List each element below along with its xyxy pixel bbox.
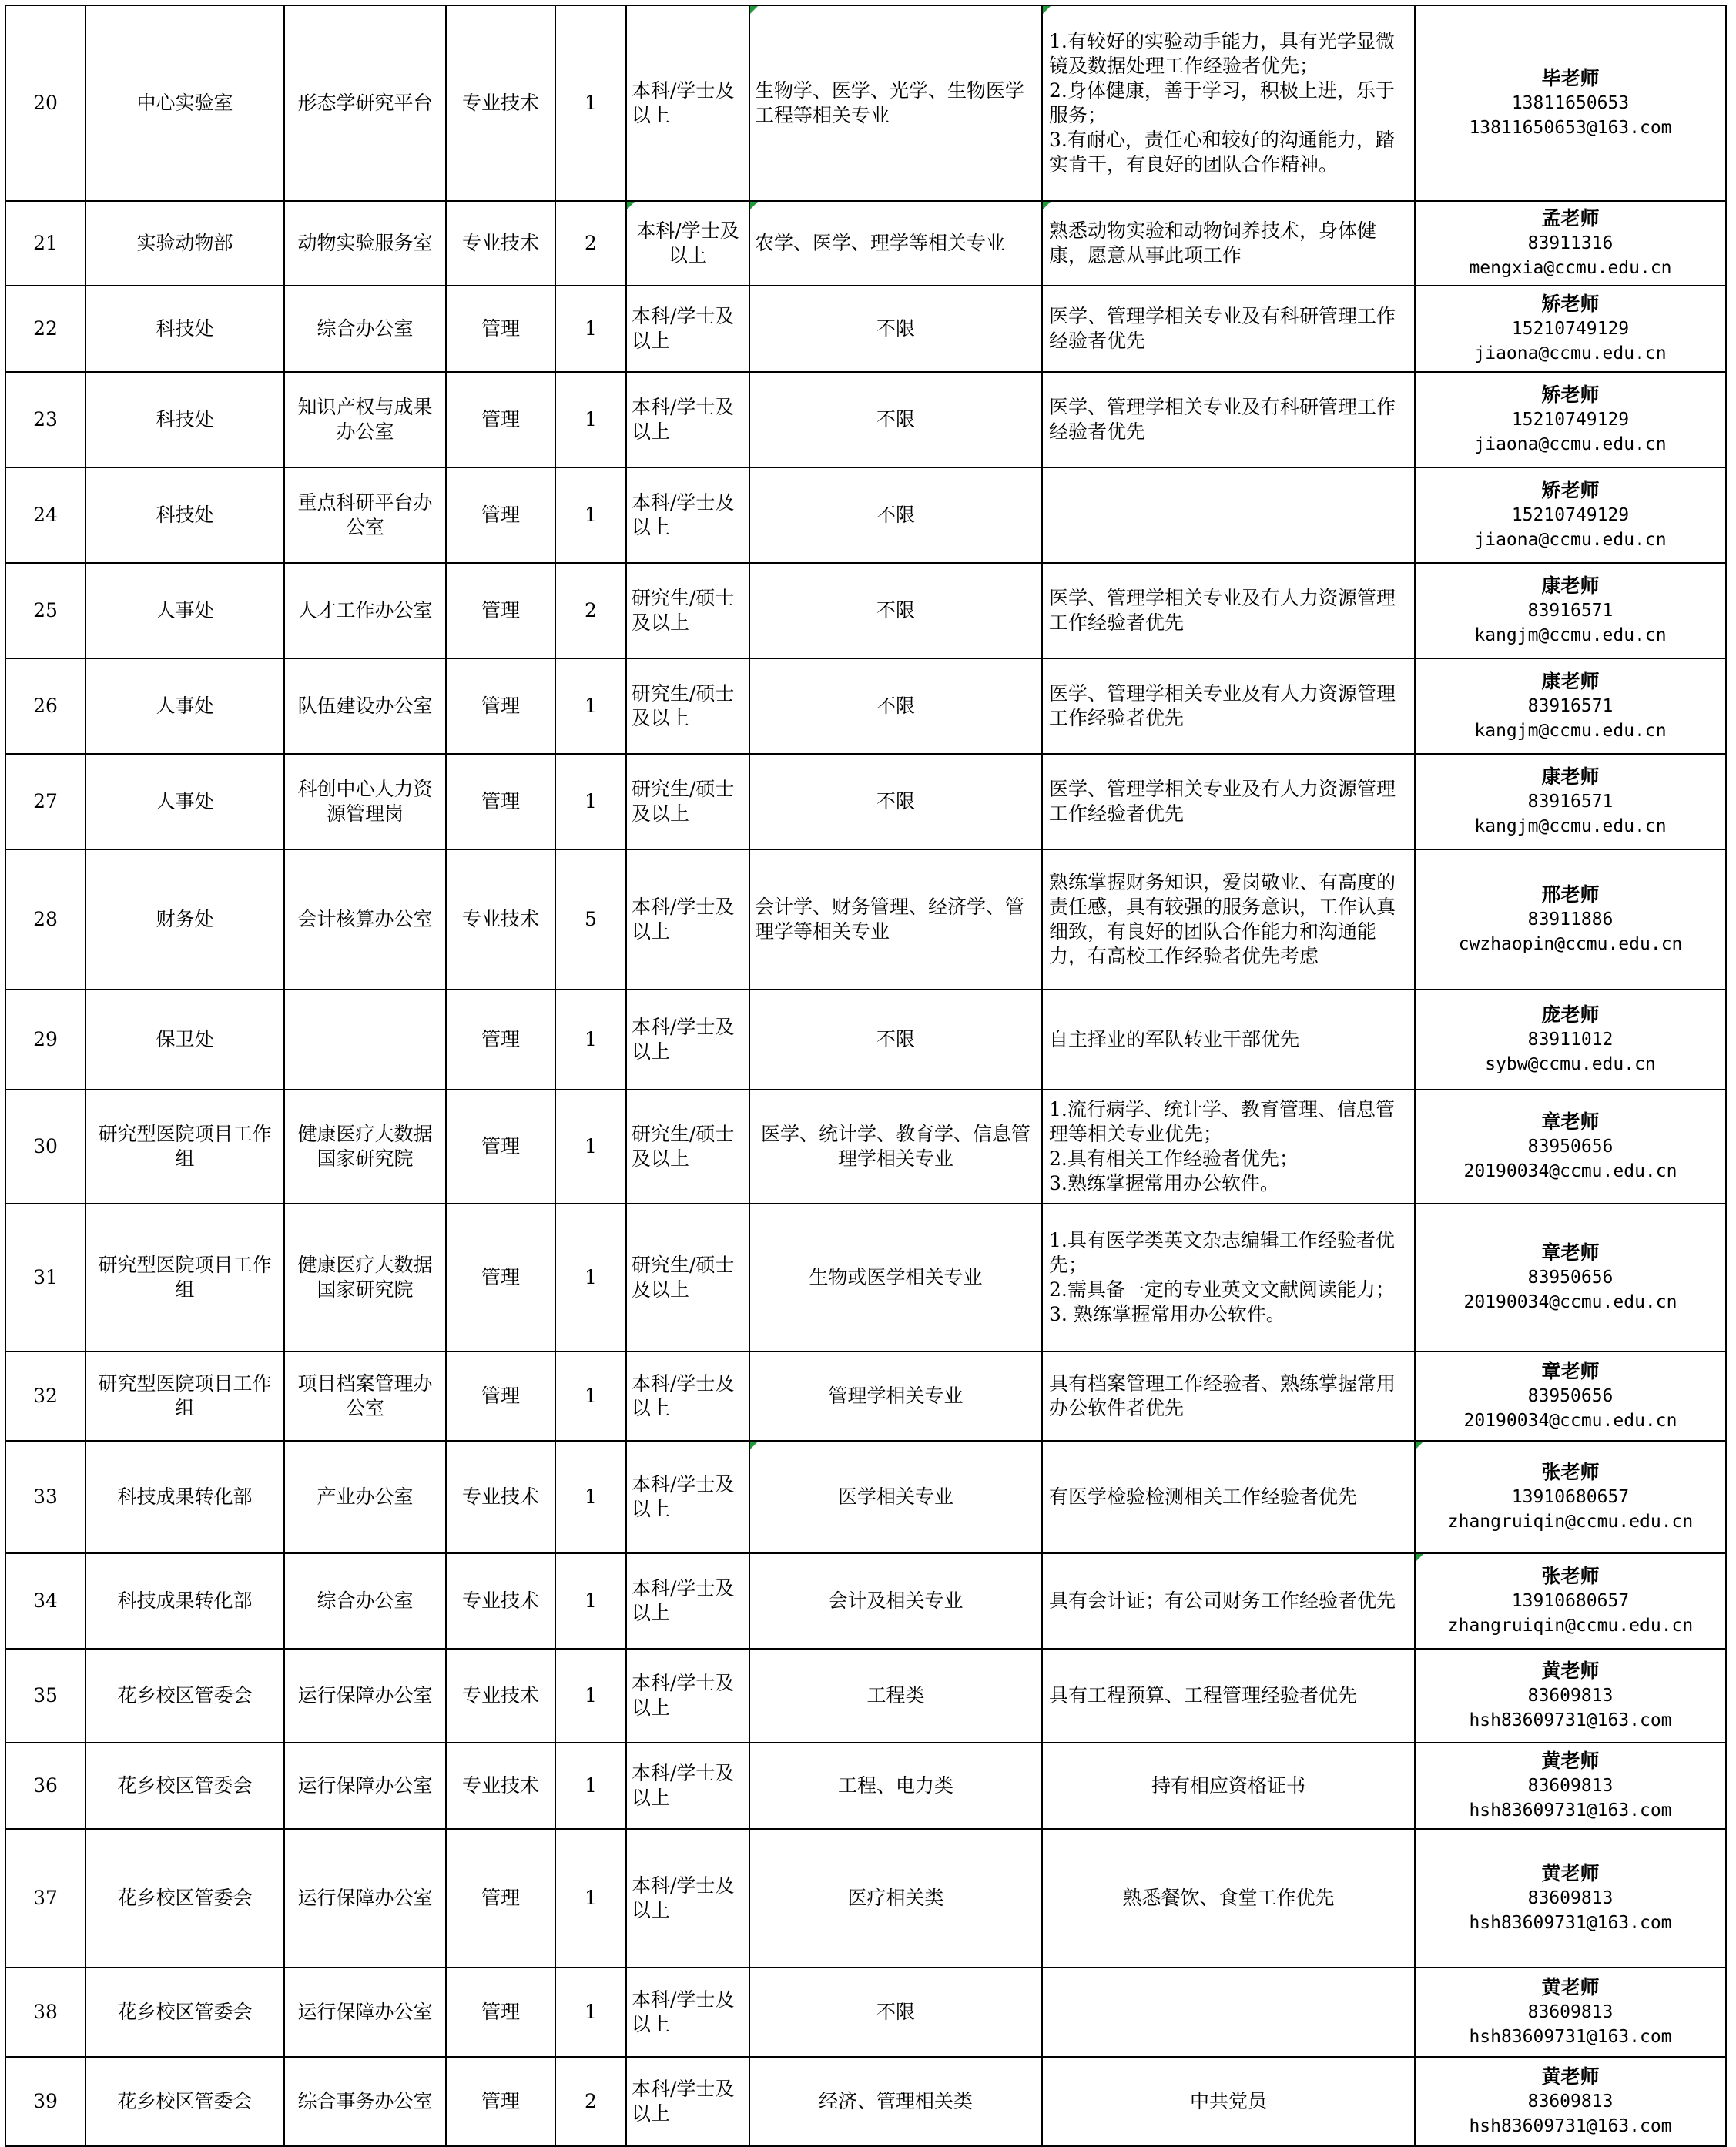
position-type: 专业技术	[446, 1743, 555, 1829]
department: 科技成果转化部	[85, 1441, 284, 1553]
education: 本科/学士及以上	[626, 849, 749, 990]
contact-name: 孟老师	[1541, 207, 1600, 229]
table-row	[5, 849, 1726, 990]
position-type: 专业技术	[446, 201, 555, 286]
table-row	[5, 201, 1726, 286]
requirements	[1042, 1968, 1415, 2057]
major: 不限	[749, 372, 1042, 467]
table-row	[5, 1352, 1726, 1441]
department: 财务处	[85, 849, 284, 990]
major: 会计学、财务管理、经济学、管理学等相关专业	[749, 849, 1042, 990]
major: 不限	[749, 1968, 1042, 2057]
contact-phone: 83609813	[1527, 1776, 1614, 1796]
contact-email: kangjm@ccmu.edu.cn	[1474, 721, 1667, 741]
headcount: 1	[555, 1090, 626, 1204]
major: 生物学、医学、光学、生物医学工程等相关专业	[749, 5, 1042, 201]
office: 重点科研平台办公室	[284, 467, 446, 563]
contact-name: 矫老师	[1541, 479, 1600, 501]
headcount: 1	[555, 1829, 626, 1968]
major: 工程类	[749, 1649, 1042, 1743]
contact-email: cwzhaopin@ccmu.edu.cn	[1458, 934, 1683, 954]
office: 形态学研究平台	[284, 5, 446, 201]
contact	[1415, 2057, 1726, 2146]
major: 不限	[749, 563, 1042, 658]
contact-phone: 13910680657	[1511, 1591, 1630, 1611]
contact	[1415, 658, 1726, 754]
education: 本科/学士及以上	[626, 1743, 749, 1829]
contact	[1415, 1352, 1726, 1441]
office: 综合办公室	[284, 1553, 446, 1649]
department: 科技成果转化部	[85, 1553, 284, 1649]
contact-email: zhangruiqin@ccmu.edu.cn	[1447, 1616, 1694, 1636]
education: 研究生/硕士及以上	[626, 754, 749, 849]
position-type: 专业技术	[446, 1441, 555, 1553]
contact-name: 张老师	[1541, 1565, 1600, 1587]
contact-email: jiaona@ccmu.edu.cn	[1474, 434, 1667, 454]
major: 生物或医学相关专业	[749, 1204, 1042, 1352]
contact-name: 章老师	[1541, 1110, 1600, 1133]
department: 保卫处	[85, 990, 284, 1090]
office: 运行保障办公室	[284, 1829, 446, 1968]
contact-name: 康老师	[1541, 670, 1600, 692]
row-number: 27	[5, 754, 85, 849]
major: 不限	[749, 467, 1042, 563]
headcount: 1	[555, 754, 626, 849]
education: 本科/学士及以上	[626, 201, 749, 286]
contact-phone: 83609813	[1527, 2092, 1614, 2112]
table-row	[5, 1829, 1726, 1968]
contact-name: 黄老师	[1541, 1976, 1600, 1998]
table-row	[5, 1649, 1726, 1743]
requirements: 1.流行病学、统计学、教育管理、信息管理等相关专业优先； 2.具有相关工作经验者优先； 3.熟练掌握常用办公软件。	[1042, 1090, 1415, 1204]
department: 科技处	[85, 372, 284, 467]
major: 不限	[749, 990, 1042, 1090]
position-type: 管理	[446, 1204, 555, 1352]
department: 研究型医院项目工作组	[85, 1204, 284, 1352]
recruitment-table	[5, 5, 1727, 2147]
contact-email: zhangruiqin@ccmu.edu.cn	[1447, 1512, 1694, 1532]
department: 科技处	[85, 467, 284, 563]
headcount: 1	[555, 5, 626, 201]
contact-name: 章老师	[1541, 1241, 1600, 1264]
contact-email: jiaona@ccmu.edu.cn	[1474, 530, 1667, 550]
position-type: 管理	[446, 286, 555, 372]
contact-phone: 83609813	[1527, 1686, 1614, 1706]
contact	[1415, 5, 1726, 201]
contact-phone: 13910680657	[1511, 1487, 1630, 1507]
requirements: 具有工程预算、工程管理经验者优先	[1042, 1649, 1415, 1743]
table-row	[5, 5, 1726, 201]
row-number: 22	[5, 286, 85, 372]
contact-email: 20190034@ccmu.edu.cn	[1463, 1411, 1677, 1431]
major: 不限	[749, 286, 1042, 372]
contact	[1415, 1968, 1726, 2057]
requirements: 有医学检验检测相关工作经验者优先	[1042, 1441, 1415, 1553]
contact-email: 13811650653@163.com	[1469, 118, 1672, 138]
education: 本科/学士及以上	[626, 372, 749, 467]
table-row	[5, 2057, 1726, 2146]
education: 本科/学士及以上	[626, 1441, 749, 1553]
contact-name: 张老师	[1541, 1461, 1600, 1483]
requirements: 1.有较好的实验动手能力，具有光学显微镜及数据处理工作经验者优先； 2.身体健康，善于学习，积极上进，乐于服务； 3.有耐心，责任心和较好的沟通能力，踏实肯干，有良好的团队合作精神。	[1042, 5, 1415, 201]
office: 运行保障办公室	[284, 1743, 446, 1829]
headcount: 2	[555, 2057, 626, 2146]
table-row	[5, 658, 1726, 754]
position-type: 管理	[446, 467, 555, 563]
department: 花乡校区管委会	[85, 1968, 284, 2057]
headcount: 1	[555, 1649, 626, 1743]
position-type: 管理	[446, 1968, 555, 2057]
contact	[1415, 467, 1726, 563]
headcount: 1	[555, 1553, 626, 1649]
headcount: 2	[555, 201, 626, 286]
contact-phone: 83911886	[1527, 909, 1614, 929]
contact-email: hsh83609731@163.com	[1469, 1913, 1672, 1933]
row-number: 39	[5, 2057, 85, 2146]
department: 研究型医院项目工作组	[85, 1352, 284, 1441]
requirements: 具有会计证；有公司财务工作经验者优先	[1042, 1553, 1415, 1649]
position-type: 管理	[446, 658, 555, 754]
department: 中心实验室	[85, 5, 284, 201]
major: 医疗相关类	[749, 1829, 1042, 1968]
contact-name: 黄老师	[1541, 2065, 1600, 2088]
position-type: 管理	[446, 1352, 555, 1441]
office: 动物实验服务室	[284, 201, 446, 286]
contact-phone: 83911012	[1527, 1030, 1614, 1050]
department: 花乡校区管委会	[85, 1649, 284, 1743]
contact-phone: 83609813	[1527, 2002, 1614, 2022]
office: 健康医疗大数据国家研究院	[284, 1204, 446, 1352]
major: 农学、医学、理学等相关专业	[749, 201, 1042, 286]
position-type: 管理	[446, 1090, 555, 1204]
position-type: 管理	[446, 2057, 555, 2146]
contact	[1415, 1553, 1726, 1649]
contact	[1415, 1829, 1726, 1968]
row-number: 38	[5, 1968, 85, 2057]
contact-name: 章老师	[1541, 1360, 1600, 1382]
requirements: 熟悉餐饮、食堂工作优先	[1042, 1829, 1415, 1968]
row-number: 29	[5, 990, 85, 1090]
row-number: 33	[5, 1441, 85, 1553]
contact-phone: 83916571	[1527, 792, 1614, 812]
contact-name: 黄老师	[1541, 1750, 1600, 1772]
contact-phone: 83950656	[1527, 1268, 1614, 1288]
table-row	[5, 467, 1726, 563]
row-number: 34	[5, 1553, 85, 1649]
row-number: 32	[5, 1352, 85, 1441]
table-row	[5, 1090, 1726, 1204]
education: 研究生/硕士及以上	[626, 1090, 749, 1204]
contact	[1415, 1743, 1726, 1829]
education: 本科/学士及以上	[626, 990, 749, 1090]
contact-phone: 83609813	[1527, 1888, 1614, 1908]
major: 不限	[749, 754, 1042, 849]
office: 队伍建设办公室	[284, 658, 446, 754]
contact	[1415, 1441, 1726, 1553]
contact-name: 康老师	[1541, 574, 1600, 597]
department: 花乡校区管委会	[85, 2057, 284, 2146]
education: 本科/学士及以上	[626, 1829, 749, 1968]
contact-phone: 15210749129	[1511, 319, 1630, 339]
requirements: 医学、管理学相关专业及有人力资源管理工作经验者优先	[1042, 658, 1415, 754]
headcount: 1	[555, 467, 626, 563]
contact	[1415, 754, 1726, 849]
headcount: 2	[555, 563, 626, 658]
contact-email: jiaona@ccmu.edu.cn	[1474, 343, 1667, 363]
requirements: 自主择业的军队转业干部优先	[1042, 990, 1415, 1090]
department: 人事处	[85, 658, 284, 754]
requirements: 具有档案管理工作经验者、熟练掌握常用办公软件者优先	[1042, 1352, 1415, 1441]
major: 经济、管理相关类	[749, 2057, 1042, 2146]
contact	[1415, 372, 1726, 467]
requirements: 熟悉动物实验和动物饲养技术，身体健康，愿意从事此项工作	[1042, 201, 1415, 286]
education: 研究生/硕士及以上	[626, 563, 749, 658]
row-number: 26	[5, 658, 85, 754]
education: 本科/学士及以上	[626, 1352, 749, 1441]
contact-phone: 15210749129	[1511, 505, 1630, 525]
contact	[1415, 286, 1726, 372]
major: 会计及相关专业	[749, 1553, 1042, 1649]
requirements: 医学、管理学相关专业及有科研管理工作经验者优先	[1042, 286, 1415, 372]
requirements: 1.具有医学类英文杂志编辑工作经验者优先； 2.需具备一定的专业英文文献阅读能力； 3. 熟练掌握常用办公软件。	[1042, 1204, 1415, 1352]
headcount: 1	[555, 1968, 626, 2057]
contact-name: 矫老师	[1541, 384, 1600, 406]
education: 本科/学士及以上	[626, 467, 749, 563]
requirements: 医学、管理学相关专业及有人力资源管理工作经验者优先	[1042, 563, 1415, 658]
requirements: 熟练掌握财务知识，爱岗敬业、有高度的责任感，具有较强的服务意识，工作认真细致，有良好的团队合作能力和沟通能力，有高校工作经验者优先考虑	[1042, 849, 1415, 990]
contact	[1415, 990, 1726, 1090]
contact-email: 20190034@ccmu.edu.cn	[1463, 1292, 1677, 1312]
table-body	[5, 5, 1726, 2146]
headcount: 5	[555, 849, 626, 990]
education: 研究生/硕士及以上	[626, 1204, 749, 1352]
position-type: 管理	[446, 754, 555, 849]
contact-email: sybw@ccmu.edu.cn	[1485, 1054, 1656, 1074]
position-type: 管理	[446, 563, 555, 658]
table-row	[5, 286, 1726, 372]
contact-name: 黄老师	[1541, 1862, 1600, 1884]
row-number: 20	[5, 5, 85, 201]
contact	[1415, 1090, 1726, 1204]
contact-phone: 83950656	[1527, 1137, 1614, 1157]
position-type: 管理	[446, 1829, 555, 1968]
education: 本科/学士及以上	[626, 5, 749, 201]
office	[284, 990, 446, 1090]
headcount: 1	[555, 990, 626, 1090]
contact-email: mengxia@ccmu.edu.cn	[1469, 258, 1672, 278]
row-number: 21	[5, 201, 85, 286]
contact-phone: 83916571	[1527, 696, 1614, 716]
department: 人事处	[85, 754, 284, 849]
contact	[1415, 201, 1726, 286]
office: 综合办公室	[284, 286, 446, 372]
headcount: 1	[555, 1441, 626, 1553]
contact	[1415, 849, 1726, 990]
office: 项目档案管理办公室	[284, 1352, 446, 1441]
contact-email: hsh83609731@163.com	[1469, 1800, 1672, 1820]
requirements	[1042, 467, 1415, 563]
office: 健康医疗大数据国家研究院	[284, 1090, 446, 1204]
contact-phone: 13811650653	[1511, 93, 1630, 113]
position-type: 专业技术	[446, 5, 555, 201]
contact-phone: 15210749129	[1511, 410, 1630, 430]
table-row	[5, 990, 1726, 1090]
contact-email: 20190034@ccmu.edu.cn	[1463, 1161, 1677, 1181]
education: 本科/学士及以上	[626, 1649, 749, 1743]
headcount: 1	[555, 286, 626, 372]
major: 管理学相关专业	[749, 1352, 1042, 1441]
headcount: 1	[555, 1743, 626, 1829]
position-type: 专业技术	[446, 1649, 555, 1743]
education: 本科/学士及以上	[626, 286, 749, 372]
requirements: 医学、管理学相关专业及有科研管理工作经验者优先	[1042, 372, 1415, 467]
row-number: 30	[5, 1090, 85, 1204]
table-row	[5, 1743, 1726, 1829]
department: 实验动物部	[85, 201, 284, 286]
department: 人事处	[85, 563, 284, 658]
headcount: 1	[555, 658, 626, 754]
table-row	[5, 563, 1726, 658]
contact-name: 庞老师	[1541, 1003, 1600, 1026]
contact-email: kangjm@ccmu.edu.cn	[1474, 625, 1667, 645]
row-number: 36	[5, 1743, 85, 1829]
table-row	[5, 754, 1726, 849]
table-row	[5, 372, 1726, 467]
office: 会计核算办公室	[284, 849, 446, 990]
contact	[1415, 1204, 1726, 1352]
position-type: 专业技术	[446, 1553, 555, 1649]
office: 综合事务办公室	[284, 2057, 446, 2146]
office: 科创中心人力资源管理岗	[284, 754, 446, 849]
major: 医学相关专业	[749, 1441, 1042, 1553]
contact-phone: 83911316	[1527, 233, 1614, 253]
education: 研究生/硕士及以上	[626, 658, 749, 754]
contact-email: hsh83609731@163.com	[1469, 1710, 1672, 1730]
major: 不限	[749, 658, 1042, 754]
education: 本科/学士及以上	[626, 2057, 749, 2146]
department: 花乡校区管委会	[85, 1829, 284, 1968]
education: 本科/学士及以上	[626, 1553, 749, 1649]
row-number: 28	[5, 849, 85, 990]
row-number: 25	[5, 563, 85, 658]
table-row	[5, 1553, 1726, 1649]
contact-email: hsh83609731@163.com	[1469, 2027, 1672, 2047]
contact-name: 毕老师	[1541, 67, 1600, 89]
position-type: 管理	[446, 372, 555, 467]
office: 运行保障办公室	[284, 1968, 446, 2057]
row-number: 23	[5, 372, 85, 467]
headcount: 1	[555, 1204, 626, 1352]
position-type: 专业技术	[446, 849, 555, 990]
education: 本科/学士及以上	[626, 1968, 749, 2057]
office: 运行保障办公室	[284, 1649, 446, 1743]
requirements: 持有相应资格证书	[1042, 1743, 1415, 1829]
table-row	[5, 1204, 1726, 1352]
contact-email: hsh83609731@163.com	[1469, 2116, 1672, 2136]
row-number: 37	[5, 1829, 85, 1968]
department: 花乡校区管委会	[85, 1743, 284, 1829]
contact	[1415, 563, 1726, 658]
office: 人才工作办公室	[284, 563, 446, 658]
contact-name: 邢老师	[1541, 883, 1600, 906]
table-row	[5, 1441, 1726, 1553]
contact-name: 矫老师	[1541, 293, 1600, 315]
major: 医学、统计学、教育学、信息管理学相关专业	[749, 1090, 1042, 1204]
row-number: 31	[5, 1204, 85, 1352]
row-number: 24	[5, 467, 85, 563]
requirements: 医学、管理学相关专业及有人力资源管理工作经验者优先	[1042, 754, 1415, 849]
position-type: 管理	[446, 990, 555, 1090]
row-number: 35	[5, 1649, 85, 1743]
headcount: 1	[555, 372, 626, 467]
headcount: 1	[555, 1352, 626, 1441]
office: 知识产权与成果办公室	[284, 372, 446, 467]
contact-email: kangjm@ccmu.edu.cn	[1474, 816, 1667, 836]
department: 科技处	[85, 286, 284, 372]
major: 工程、电力类	[749, 1743, 1042, 1829]
contact-name: 黄老师	[1541, 1660, 1600, 1682]
requirements: 中共党员	[1042, 2057, 1415, 2146]
contact-name: 康老师	[1541, 765, 1600, 788]
table-row	[5, 1968, 1726, 2057]
contact	[1415, 1649, 1726, 1743]
contact-phone: 83916571	[1527, 601, 1614, 621]
contact-phone: 83950656	[1527, 1386, 1614, 1406]
department: 研究型医院项目工作组	[85, 1090, 284, 1204]
office: 产业办公室	[284, 1441, 446, 1553]
